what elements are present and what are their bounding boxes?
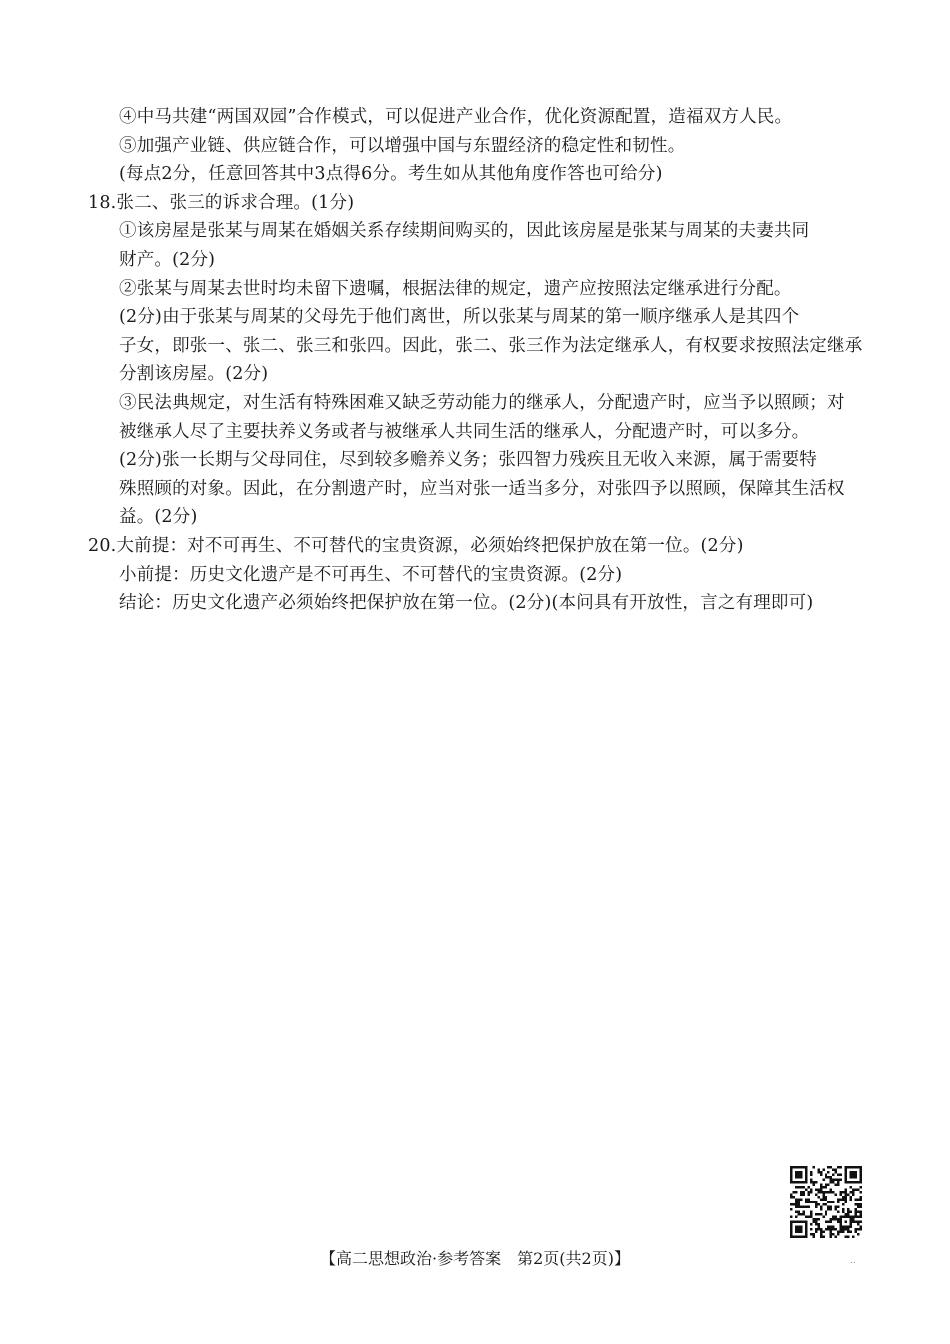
text-line: 财产。(2分) bbox=[119, 249, 216, 270]
text-line: (每点2分，任意回答其中3点得6分。考生如从其他角度作答也可给分) bbox=[119, 164, 663, 185]
text-line: 小前提：历史文化遗产是不可再生、不可替代的宝贵资源。(2分) bbox=[119, 564, 623, 585]
text-line: 殊照顾的对象。因此，在分割遗产时，应当对张一适当多分，对张四予以照顾，保障其生活权 bbox=[119, 478, 845, 499]
text-line: ②张某与周某去世时均未留下遗嘱，根据法律的规定，遗产应按照法定继承进行分配。 bbox=[119, 278, 792, 299]
page-footer: 【高二思想政治·参考答案 第2页(共2页)】 bbox=[320, 1249, 630, 1268]
text-line: 子女，即张一、张二、张三和张四。因此，张二、张三作为法定继承人，有权要求按照法定继承 bbox=[119, 335, 863, 356]
text-line: ③民法典规定，对生活有特殊困难又缺乏劳动能力的继承人，分配遗产时，应当予以照顾；对 bbox=[119, 392, 845, 413]
text-line: ⑤加强产业链、供应链合作，可以增强中国与东盟经济的稳定性和韧性。 bbox=[119, 135, 686, 156]
text-line: 20.大前提：对不可再生、不可替代的宝贵资源，必须始终把保护放在第一位。(2分) bbox=[88, 535, 744, 556]
text-line: 分割该房屋。(2分) bbox=[119, 364, 269, 385]
text-line: 被继承人尽了主要扶养义务或者与被继承人共同生活的继承人，分配遗产时，可以多分。 bbox=[119, 421, 810, 442]
qr-code-icon bbox=[790, 1166, 862, 1238]
text-line: 结论：历史文化遗产必须始终把保护放在第一位。(2分)(本问具有开放性，言之有理即可) bbox=[119, 593, 814, 614]
text-line: ①该房屋是张某与周某在婚姻关系存续期间购买的，因此该房屋是张某与周某的夫妻共同 bbox=[119, 221, 810, 242]
answer-content bbox=[88, 103, 870, 618]
text-line: 益。(2分) bbox=[119, 507, 198, 528]
text-line: (2分)张一长期与父母同住，尽到较多赡养义务；张四智力残疾且无收入来源，属于需要特 bbox=[119, 450, 817, 471]
text-line: (2分)由于张某与周某的父母先于他们离世，所以张某与周某的第一顺序继承人是其四个 bbox=[119, 307, 800, 328]
text-line: ④中马共建“两国双园”合作模式，可以促进产业合作，优化资源配置，造福双方人民。 bbox=[119, 107, 793, 127]
text-line: 18.张二、张三的诉求合理。(1分) bbox=[88, 192, 355, 213]
corner-mark: .. bbox=[850, 1256, 856, 1266]
